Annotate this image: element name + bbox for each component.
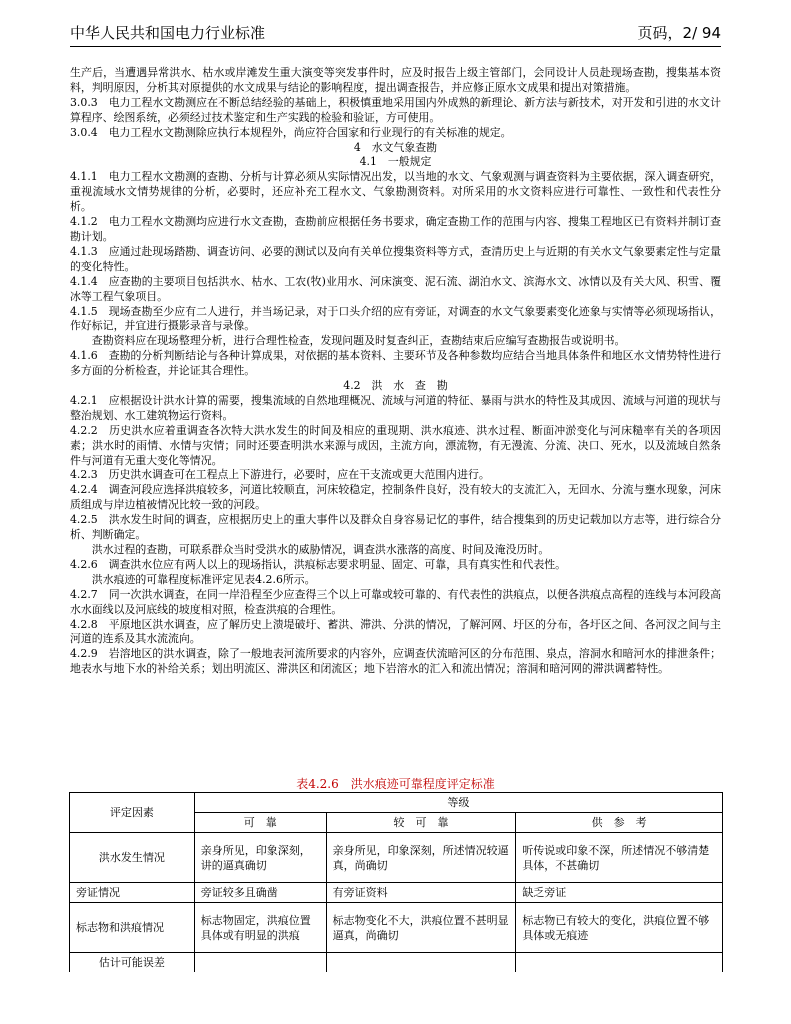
table-cell: 亲身所见，印象深刻，讲的逼真确切 — [194, 833, 326, 883]
section-heading: 4.1 一般规定 — [359, 155, 432, 169]
row-factor: 洪水发生情况 — [70, 833, 195, 883]
paragraph: 4.1.6 查勘的分析判断结论与各种计算成果，对依据的基本资料、主要环节及各种参数均应结合当地具体条件和地区水文情势特性进行多方面的分析检查，并论证其合理性。 — [70, 349, 721, 378]
document-body — [70, 66, 721, 677]
paragraph: 4.2.1 应根据设计洪水计算的需要，搜集流域的自然地理概况、流域与河道的特征、暴雨与洪水的特性及其成因、流域与河道的现状与整治规划、水工建筑物运行资料。 — [70, 393, 721, 422]
paragraph: 洪水痕迹的可靠程度标准评定见表4.2.6所示。 — [91, 572, 316, 586]
paragraph: 查勘资料应在现场整理分析，进行合理性检查，发现问题及时复查纠正，查勘结束后应编写查勘报告或说明书。 — [91, 334, 626, 348]
paragraph: 4.1.3 应通过赴现场踏勘、调查访问、必要的测试以及向有关单位搜集资料等方式，查清历史上与近期的有关水文气象要素定性与定量的变化特性。 — [70, 244, 721, 273]
paragraph: 4.2.5 洪水发生时间的调查，应根据历史上的重大事件以及群众自身容易记忆的事件，结合搜集到的历史记载加以方志等，进行综合分析、判断确定。 — [70, 513, 721, 542]
table-cell: 旁证较多且确凿 — [194, 883, 326, 903]
paragraph: 4.2.7 同一次洪水调查，在同一岸沿程至少应查得三个以上可靠或较可靠的、有代表性的洪痕点，以便各洪痕点高程的连线与本河段高水水面线以及河底线的坡度相对照，检查洪痕的合理性。 — [70, 587, 721, 616]
paragraph: 生产后，当遭遇异常洪水、枯水或岸滩发生重大演变等突发事件时，应及时报告上级主管部门，会同设计人员赴现场查勘，搜集基本资料，判明原因，分析其对原提供的水文成果与结论的影响程度，提出调查报告，并应修正原水文成果和提出对策措施。 — [70, 66, 721, 94]
paragraph: 4.2.2 历史洪水应着重调查各次特大洪水发生的时间及相应的重现期、洪水痕迹、洪水过程、断面冲淤变化与河床糙率有关的各项因素；洪水时的雨情、水情与灾情；同时还要查明洪水来源与成因，主流方向，漂流物，有无漫流、分流、决口、死水，以及流域自然条件与河道有无重大变化等情况。 — [70, 423, 721, 467]
row-factor: 标志物和洪痕情况 — [70, 903, 195, 953]
table-cell: 听传说或印象不深，所述情况不够清楚具体，不甚确切 — [516, 833, 723, 883]
factor-header: 评定因素 — [70, 793, 195, 833]
table-row — [70, 953, 723, 973]
table-cell — [194, 953, 326, 973]
paragraph: 4.2.6 调查洪水位应有两人以上的现场指认，洪痕标志要求明显、固定、可靠，具有真实性和代表性。 — [70, 557, 567, 571]
table-cell: 标志物已有较大的变化，洪痕位置不够具体或无痕迹 — [516, 903, 723, 953]
standard-title: 中华人民共和国电力行业标准 — [70, 24, 266, 42]
paragraph: 4.2.4 调查河段应选择洪痕较多，河道比较顺直，河床较稳定，控制条件良好，没有较大的支流汇入，无回水、分流与壅水现象，河床质组成与岸边植被情况比较一致的河段。 — [70, 483, 721, 512]
table-row — [70, 903, 723, 953]
grade-reference: 供 参 考 — [516, 813, 723, 833]
table-cell: 标志物变化不大，洪痕位置不甚明显逼真，尚确切 — [326, 903, 516, 953]
paragraph: 洪水过程的查勘，可联系群众当时受洪水的威胁情况，调查洪水涨落的高度、时间及淹没历时。 — [91, 543, 550, 556]
paragraph: 4.2.3 历史洪水调查可在工程点上下游进行，必要时，应在干支流或更大范围内进行。 — [70, 468, 490, 482]
paragraph: 4.1.2 电力工程水文勘测均应进行水文查勘，查勘前应根据任务书要求，确定查勘工作的范围与内容、搜集工程地区已有资料并制订查勘计划。 — [70, 215, 721, 243]
table-cell: 标志物固定，洪痕位置具体或有明显的洪痕 — [194, 903, 326, 953]
table-caption: 表4.2.6 洪水痕迹可靠程度评定标准 — [296, 777, 495, 791]
table-row — [70, 833, 723, 883]
table-cell: 有旁证资料 — [326, 883, 516, 903]
page-number: 页码，2/ 94 — [637, 24, 721, 42]
table-row — [70, 883, 723, 903]
grade-reliable: 可 靠 — [194, 813, 326, 833]
row-factor: 旁证情况 — [70, 883, 195, 903]
paragraph: 4.1.5 现场查勘至少应有二人进行，并当场记录，对于口头介绍的应有旁证，对调查的水文气象要素变化迹象与实情等必须现场指认，作好标记，并宜进行摄影录音与录像。 — [70, 304, 721, 333]
table-cell: 缺乏旁证 — [516, 883, 723, 903]
table-cell — [326, 953, 516, 973]
paragraph: 4.2.8 平原地区洪水调查，应了解历史上溃堤破圩、蓄洪、滞洪、分洪的情况，了解河网、圩区的分布，各圩区之间、各河汊之间与主河道的连系及其水流流向。 — [70, 617, 721, 646]
reliability-table — [69, 792, 723, 972]
row-factor: 估计可能误差 — [70, 953, 195, 973]
table-cell: 亲身所见，印象深刻，所述情况较逼真，尚确切 — [326, 833, 516, 883]
table-header-row — [70, 793, 723, 813]
paragraph: 3.0.3 电力工程水文勘测应在不断总结经验的基础上，积极慎重地采用国内外成熟的新理论、新方法与新技术，对开发和引进的水文计算程序、绘图系统，必须经过技术鉴定和生产实践的检验和验证，方可使用。 — [70, 95, 721, 124]
paragraph: 3.0.4 电力工程水文勘测除应执行本规程外，尚应符合国家和行业现行的有关标准的规定。 — [70, 125, 512, 139]
table-cell — [516, 953, 723, 973]
grade-fairly-reliable: 较 可 靠 — [326, 813, 516, 833]
section-heading: 4.2 洪 水 查 勘 — [343, 379, 448, 393]
grade-header: 等级 — [194, 793, 722, 813]
header-rule — [70, 46, 721, 47]
paragraph: 4.2.9 岩溶地区的洪水调查，除了一般地表河流所要求的内容外，应调查伏流暗河区的分布范围、泉点，溶洞水和暗河水的排泄条件；地表水与地下水的补给关系；划出明流区、滞洪区和闭流区；地下岩溶水的汇入和流出情况；溶洞和暗河网的滞洪调蓄特性。 — [70, 647, 721, 676]
paragraph: 4.1.1 电力工程水文勘测的查勘、分析与计算必须从实际情况出发，以当地的水文、气象观测与调查资料为主要依据，深入调查研究，重视流域水文情势规律的分析，必要时，还应补充工程水文、气象勘测资料。对所采用的水文资料应进行可靠性、一致性和代表性分析。 — [70, 170, 721, 214]
chapter-heading: 4 水文气象查勘 — [353, 140, 438, 154]
paragraph: 4.1.4 应查勘的主要项目包括洪水、枯水、工农(牧)业用水、河床演变、泥石流、湖泊水文、滨海水文、冰情以及有关大风、积雪、覆冰等工程气象项目。 — [70, 274, 721, 303]
page-header — [70, 18, 721, 44]
